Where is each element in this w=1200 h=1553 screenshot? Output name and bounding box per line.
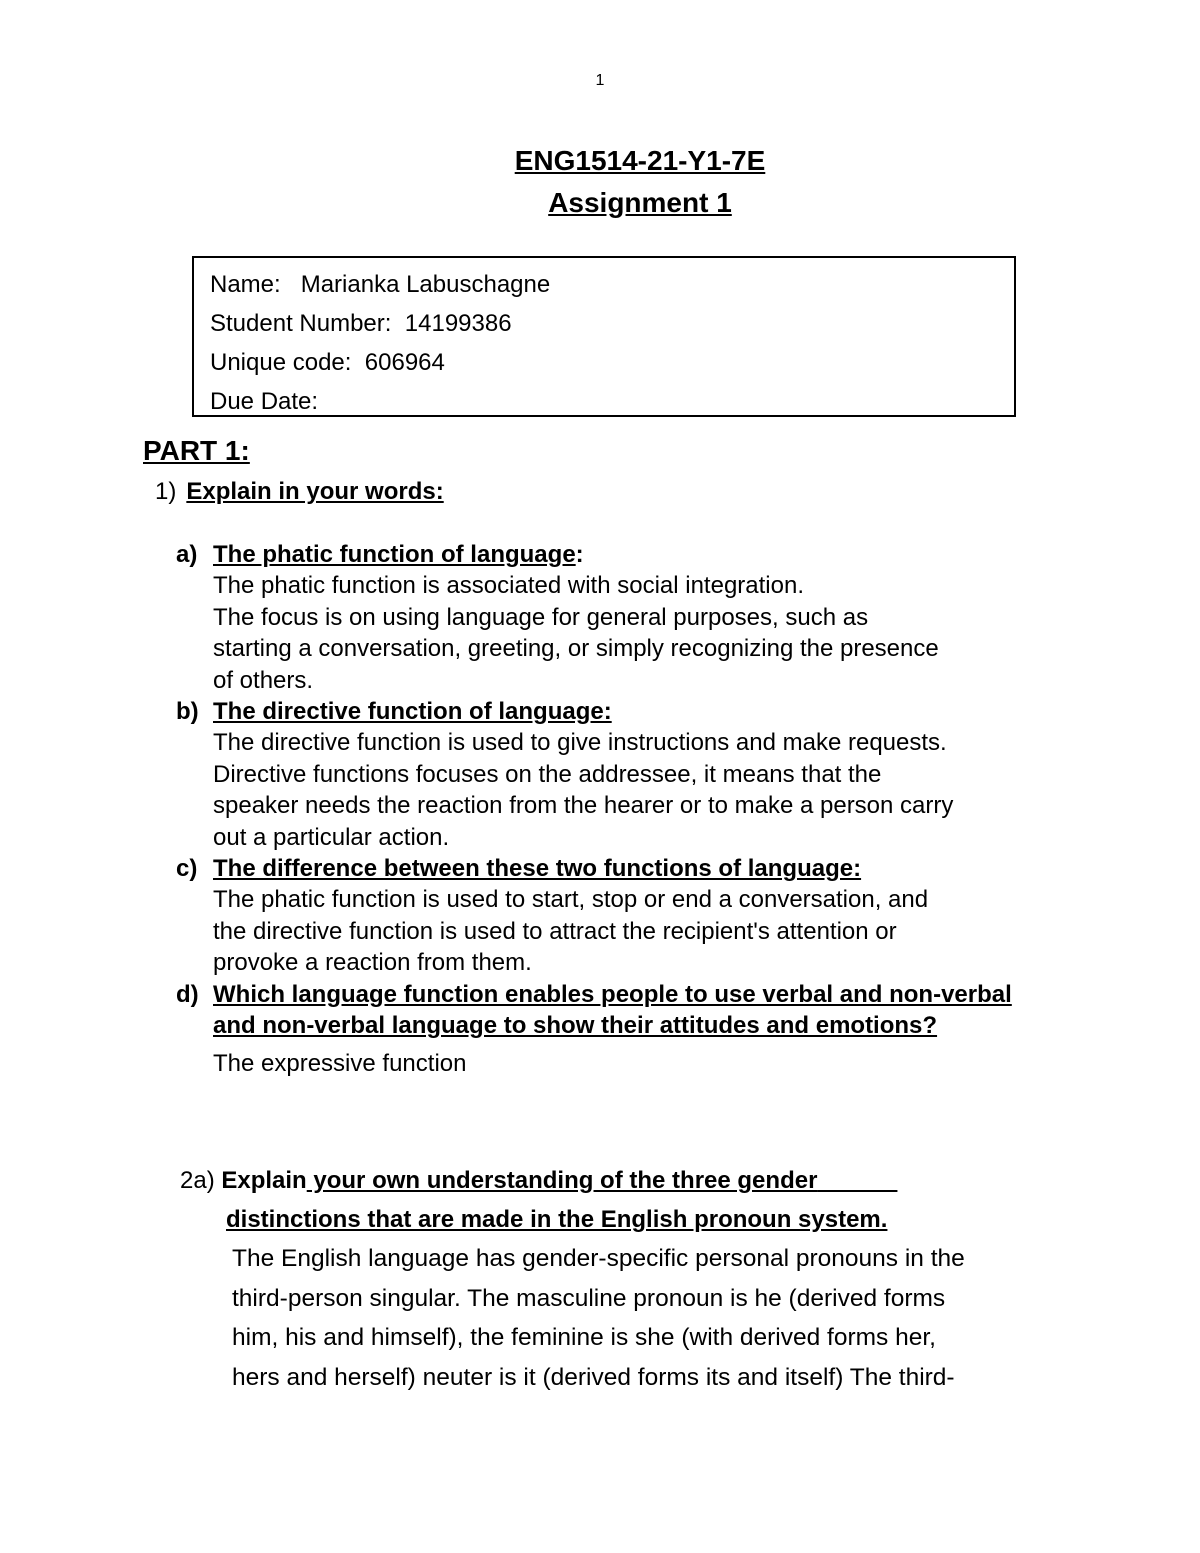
title-underline-padding [817, 1167, 897, 1194]
question-2a-title-line-2: distinctions that are made in the English pronoun system. [226, 1206, 888, 1233]
item-heading-suffix: : [575, 541, 584, 568]
answer-line: The focus is on using language for general purposes, such as [213, 603, 869, 631]
question-2a-title-bold: Explain [221, 1167, 307, 1194]
due-date-row [210, 382, 1014, 421]
answer-line: The directive function is used to give instructions and make requests. [213, 729, 947, 757]
course-code-title: ENG1514-21-Y1-7E [514, 145, 766, 176]
name-label: Name: [210, 271, 281, 298]
page-number: 1 [595, 72, 605, 89]
answer-line: of others. [213, 666, 314, 694]
student-info-box [192, 256, 1016, 417]
due-date-label: Due Date: [210, 388, 319, 415]
item-marker: b) [176, 698, 199, 726]
question-2a [180, 1161, 1080, 1397]
answer-line: The phatic function is used to start, stop or end a conversation, and [213, 886, 929, 914]
answer-line: out a particular action. [213, 823, 450, 851]
question-1-title: Explain in your words: [186, 478, 444, 505]
name-row [210, 265, 1014, 304]
unique-code-value: 606964 [364, 349, 445, 376]
answer-line: Directive functions focuses on the addressee, it means that the [213, 760, 882, 788]
question-1-number: 1) [155, 478, 177, 505]
item-marker: d) [176, 980, 199, 1008]
answer-line: him, his and himself), the feminine is she (with derived forms her, [232, 1324, 936, 1351]
item-heading: The directive function of language: [213, 698, 612, 726]
question-1 [155, 478, 444, 506]
answer-line: The phatic function is associated with social integration. [213, 572, 804, 600]
list-item [176, 696, 1076, 853]
answer-line: hers and herself) neuter is it (derived forms its and itself) The third- [232, 1363, 955, 1391]
question-2a-title-underlined: your own understanding of the three gender [306, 1167, 818, 1194]
part-heading: PART 1: [143, 435, 250, 466]
name-value: Marianka Labuschagne [300, 271, 551, 298]
question-2a-title-line-1 [180, 1161, 1080, 1200]
student-number-value: 14199386 [404, 310, 512, 337]
answer-line: the directive function is used to attract the recipient's attention or [213, 917, 897, 945]
answer-line: starting a conversation, greeting, or simply recognizing the presence [213, 635, 939, 663]
student-number-row [210, 304, 1014, 343]
item-heading: The phatic function of language [213, 541, 576, 568]
item-heading: Which language function enables people to use verbal and non-verbal and non-verbal language to show their attitudes and emotions? [213, 980, 1012, 1040]
item-heading: The difference between these two functions of language: [213, 855, 862, 883]
answer-line: provoke a reaction from them. [213, 949, 532, 977]
list-item [176, 539, 1076, 696]
unique-code-label: Unique code: [210, 349, 352, 376]
unique-code-row [210, 343, 1014, 382]
item-marker: a) [176, 541, 198, 568]
list-item [176, 853, 1076, 979]
question-2a-answer [180, 1239, 1080, 1397]
student-number-label: Student Number: [210, 310, 392, 337]
list-item [176, 979, 1076, 1079]
answer-line: speaker needs the reaction from the hearer or to make a person carry [213, 792, 954, 820]
assignment-title: Assignment 1 [548, 187, 732, 218]
answer-line: The English language has gender-specific personal pronouns in the [232, 1245, 965, 1272]
answer-line: The expressive function [213, 1049, 467, 1077]
question-2a-number: 2a) [180, 1167, 215, 1194]
item-marker: c) [176, 855, 198, 883]
question-1-items [176, 539, 1076, 1079]
answer-line: third-person singular. The masculine pronoun is he (derived forms [232, 1284, 946, 1312]
